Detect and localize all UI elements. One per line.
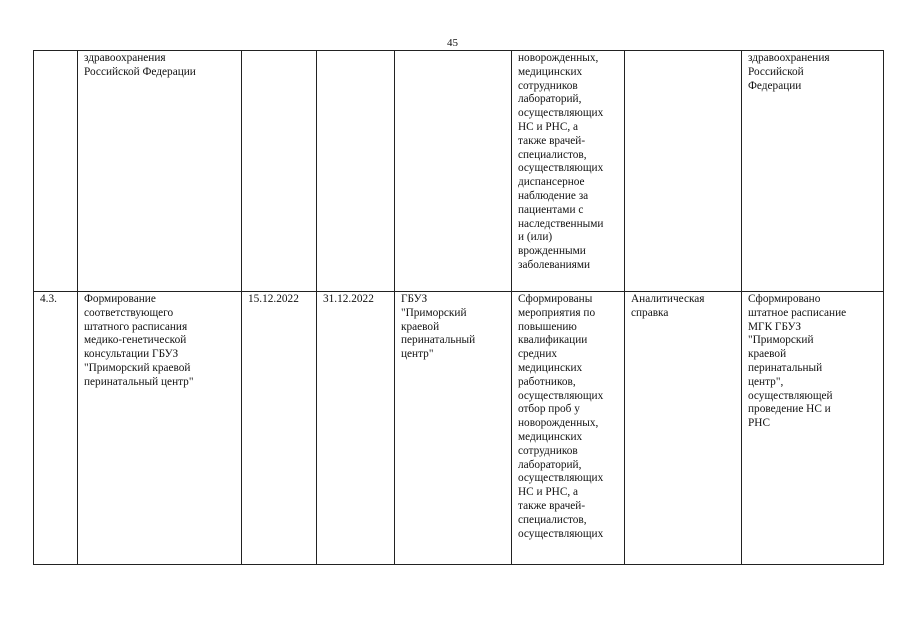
executor-cell: [395, 51, 512, 292]
end-date-cell: 31.12.2022: [317, 292, 395, 565]
document-type-cell: Аналитическая справка: [625, 292, 742, 565]
end-date-cell: [317, 51, 395, 292]
table-row: [34, 51, 884, 292]
indicator-cell: Сформировано штатное расписание МГК ГБУЗ "Приморский краевой перинатальный центр", осуществляющей проведение НС и РНС: [742, 292, 884, 565]
task-title-cell: здравоохранения Российской Федерации: [78, 51, 242, 292]
start-date-cell: [242, 51, 317, 292]
row-number-cell: 4.3.: [34, 292, 78, 565]
result-cell: новорожденных, медицинских сотрудников лабораторий, осуществляющих НС и РНС, а также врачей- специалистов, осуществляющих диспансерное наблюдение за пациентами с наследственными и (или) врожденными заболеваниями: [512, 51, 625, 292]
indicator-cell: здравоохранения Российской Федерации: [742, 51, 884, 292]
executor-cell: ГБУЗ "Приморский краевой перинатальный центр": [395, 292, 512, 565]
page-number: 45: [447, 37, 458, 49]
document-type-cell: [625, 51, 742, 292]
row-number-cell: [34, 51, 78, 292]
table-row: [34, 292, 884, 565]
task-title-cell: Формирование соответствующего штатного расписания медико-генетической консультации ГБУЗ "Приморский краевой перинатальный центр": [78, 292, 242, 565]
start-date-cell: 15.12.2022: [242, 292, 317, 565]
result-cell: Сформированы мероприятия по повышению квалификации средних медицинских работников, осуществляющих отбор проб у новорожденных, медицинских сотрудников лабораторий, осуществляющих НС и РНС, а также врачей- специалистов, осуществляющих: [512, 292, 625, 565]
plan-table: [33, 50, 884, 565]
